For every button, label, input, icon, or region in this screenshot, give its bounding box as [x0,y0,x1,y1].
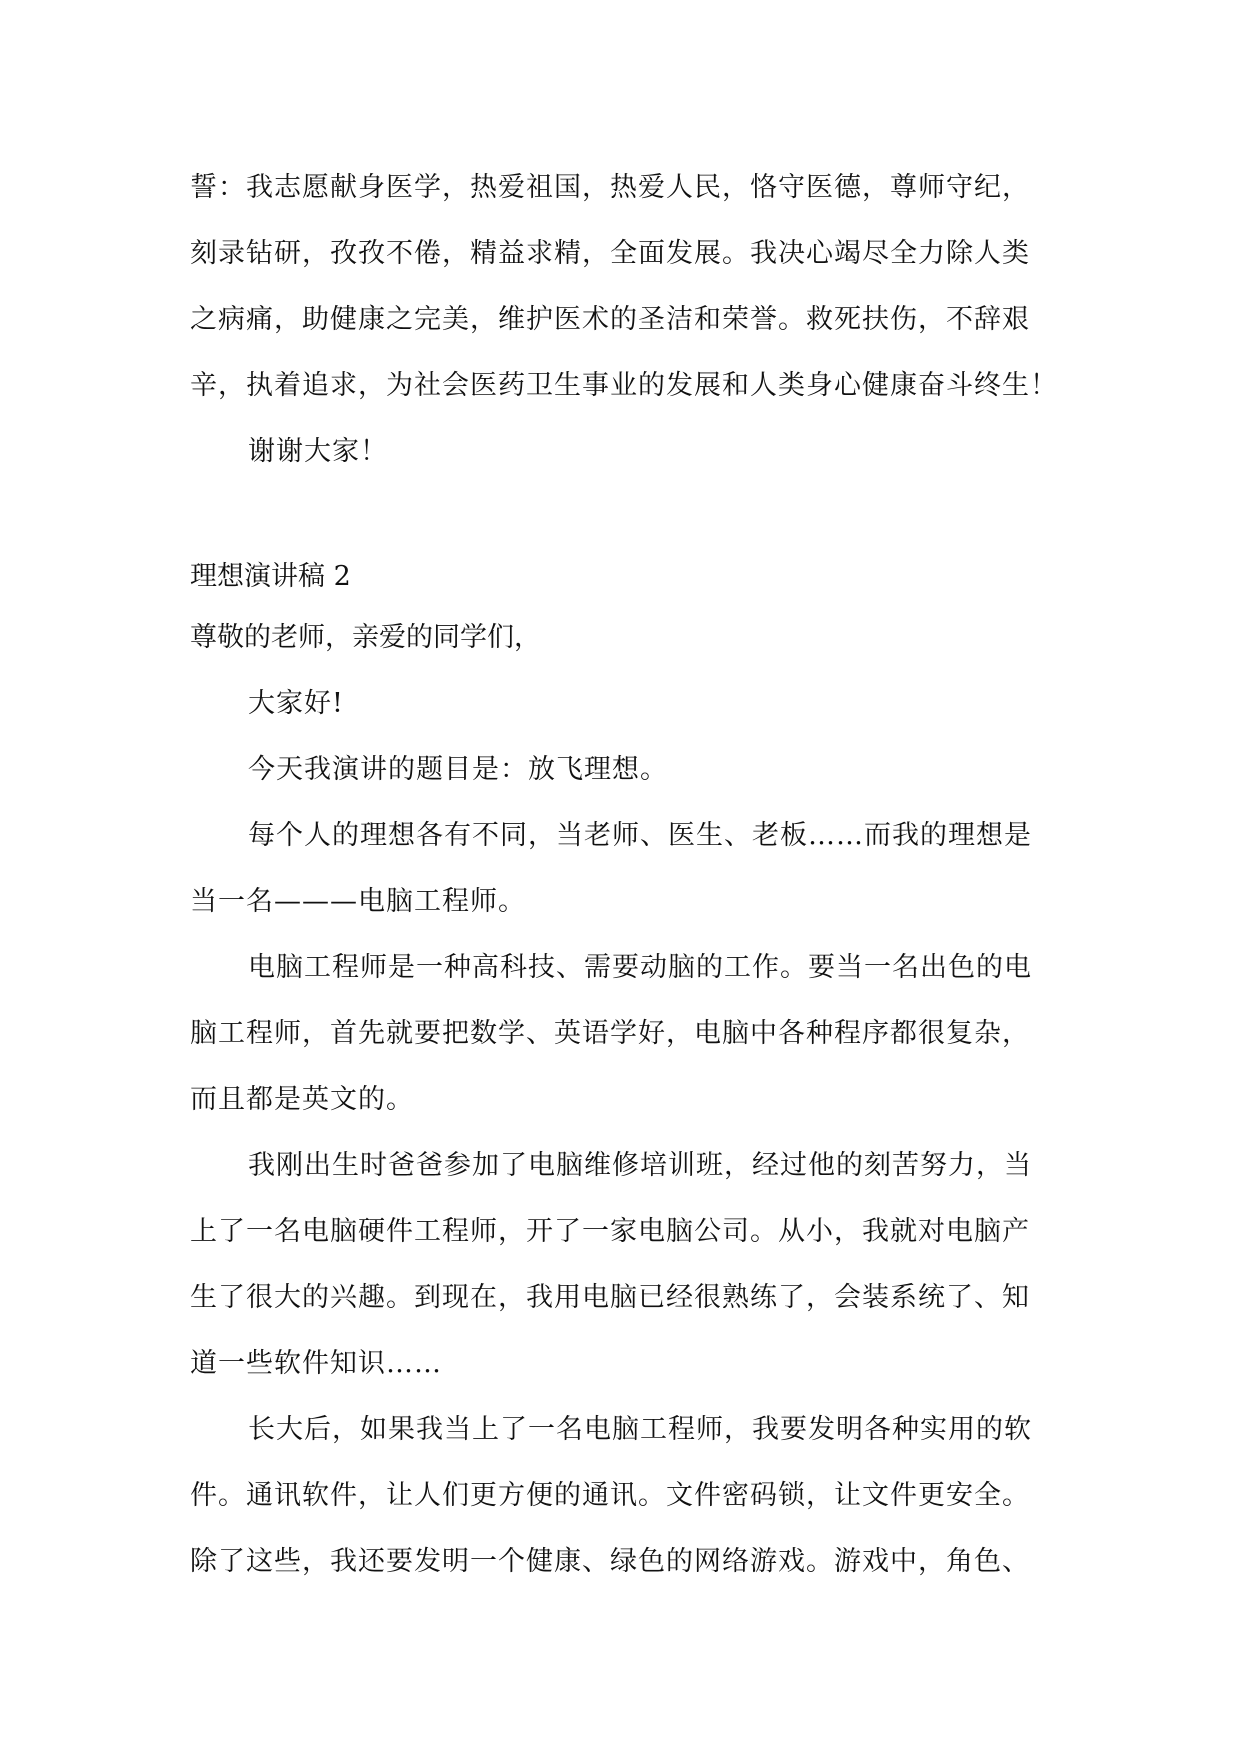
section-gap [190,485,1070,549]
text-line: 电脑工程师是一种高科技、需要动脑的工作。要当一名出色的电 [248,952,1032,983]
text-line: 上了一名电脑硬件工程师，开了一家电脑公司。从小，我就对电脑产 [190,1216,1030,1247]
text-line: 生了很大的兴趣。到现在，我用电脑已经很熟练了，会装系统了、知 [190,1282,1030,1313]
document-body [190,155,1070,1595]
text-line: 长大后，如果我当上了一名电脑工程师，我要发明各种实用的软 [248,1414,1032,1445]
thanks-line: 谢谢大家！ [248,436,388,467]
section-title: 理想演讲稿 2 [190,561,351,592]
paragraph-engineer-work [190,935,1070,1133]
paragraph-father-story [190,1133,1070,1397]
text-line: 当一名———电脑工程师。 [190,886,526,917]
paragraph-ideal [190,803,1070,935]
text-line: 刻录钻研，孜孜不倦，精益求精，全面发展。我决心竭尽全力除人类 [190,238,1030,269]
text-line: 我刚出生时爸爸参加了电脑维修培训班，经过他的刻苦努力，当 [248,1150,1032,1181]
text-line: 除了这些，我还要发明一个健康、绿色的网络游戏。游戏中，角色、 [190,1546,1030,1577]
text-line: 脑工程师，首先就要把数学、英语学好，电脑中各种程序都很复杂， [190,1018,1030,1049]
paragraph-oath [190,155,1070,419]
text-line: 辛，执着追求，为社会医药卫生事业的发展和人类身心健康奋斗终生！ [190,370,1058,401]
text-line: 而且都是英文的。 [190,1084,414,1115]
greeting: 大家好! [248,688,344,719]
salutation: 尊敬的老师，亲爱的同学们， [190,622,541,653]
speech-topic: 今天我演讲的题目是：放飞理想。 [248,754,668,785]
text-line: 件。通讯软件，让人们更方便的通讯。文件密码锁，让文件更安全。 [190,1480,1030,1511]
text-line: 之病痛，助健康之完美，维护医术的圣洁和荣誉。救死扶伤，不辞艰 [190,304,1030,335]
text-line: 誓：我志愿献身医学，热爱祖国，热爱人民，恪守医德，尊师守纪， [190,172,1030,203]
paragraph-future-plans [190,1397,1070,1595]
text-line: 道一些软件知识…… [190,1348,442,1379]
text-line: 每个人的理想各有不同，当老师、医生、老板……而我的理想是 [248,820,1032,851]
